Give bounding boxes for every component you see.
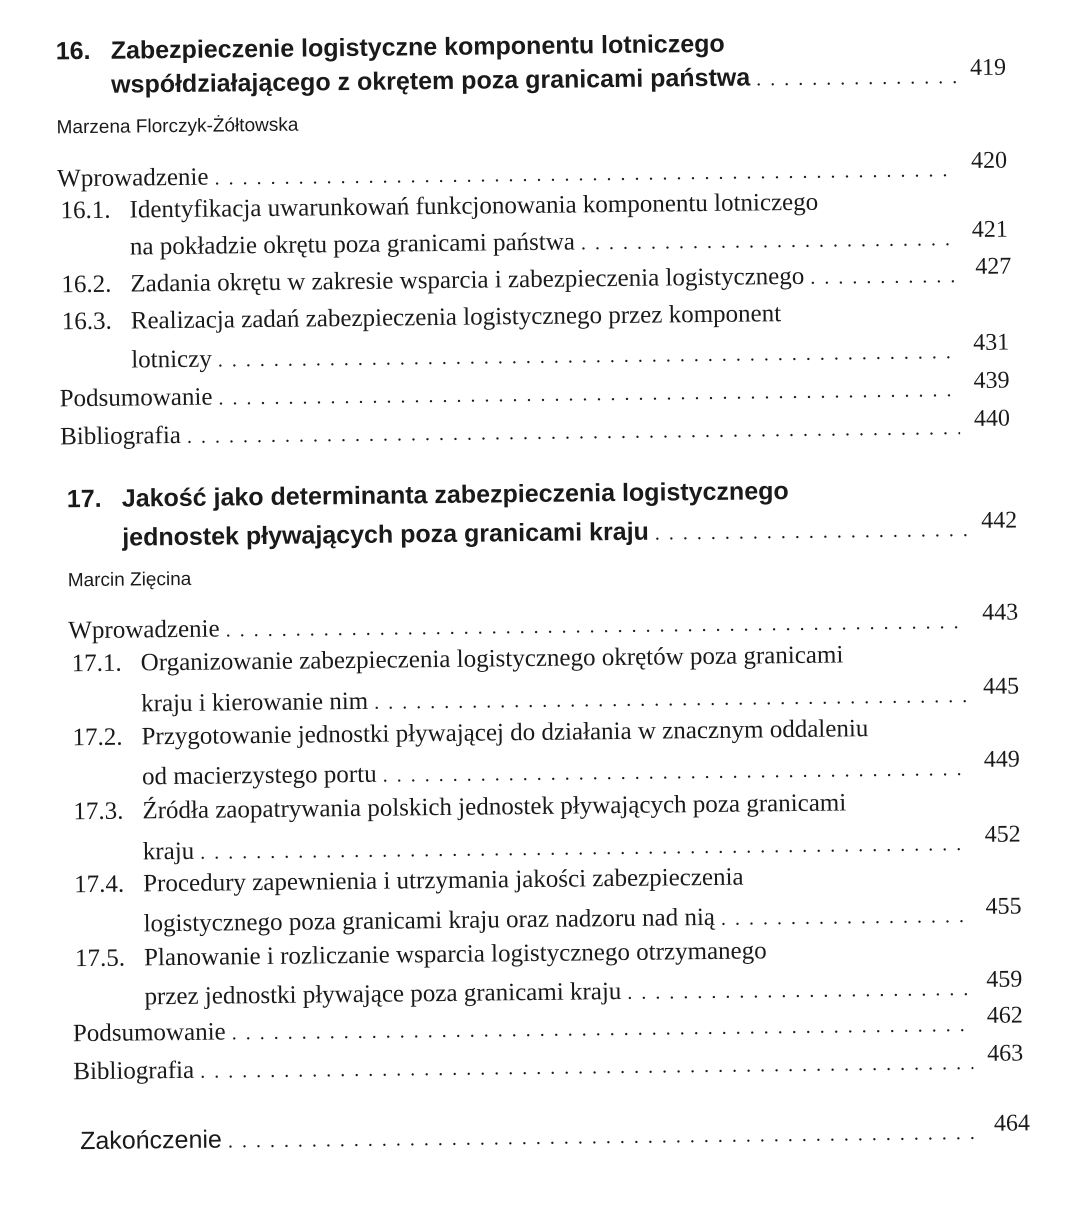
- chapter-title: Jakość jako determinanta zabezpieczenia logistycznego: [121, 477, 789, 513]
- leader-dots: [200, 1048, 973, 1085]
- leader-dots: [214, 155, 957, 191]
- author-name: Marzena Florczyk-Żółtowska: [56, 114, 299, 139]
- page-number: 419: [969, 54, 1007, 81]
- chapter-title-line: [110, 54, 1007, 100]
- page-number: 443: [982, 599, 1019, 626]
- entry-title: Wprowadzenie: [57, 163, 209, 193]
- leader-dots: [187, 413, 960, 450]
- leader-dots: [228, 1117, 981, 1155]
- toc-entry: [61, 253, 1012, 300]
- page-number: 440: [973, 405, 1011, 432]
- entry-title: Planowanie i rozliczanie wsparcia logistycznego otrzymanego: [143, 937, 767, 972]
- toc-entry: [72, 639, 1022, 678]
- toc-entry-continuation: [142, 821, 1021, 866]
- toc-entry: [60, 187, 1010, 226]
- entry-title: kraju i kierowanie nim: [141, 687, 369, 718]
- entry-title: Identyfikacja uwarunkowań funkcjonowania komponentu lotniczego: [129, 188, 819, 224]
- entry-title: Podsumowanie: [72, 1018, 226, 1048]
- leader-dots: [581, 224, 958, 256]
- entry-title: Bibliografia: [59, 421, 182, 451]
- leader-dots: [721, 901, 972, 932]
- toc-entry-continuation: [144, 966, 1023, 1011]
- toc-entry: [75, 934, 1025, 973]
- page-number: 431: [972, 329, 1010, 356]
- entry-number: 17.3.: [73, 797, 124, 826]
- entry-number: 17.5.: [74, 944, 126, 973]
- chapter-title-line: [122, 507, 1018, 552]
- leader-dots: [810, 261, 961, 291]
- chapter-title-line: [56, 27, 1006, 67]
- entry-title: kraju: [142, 837, 195, 866]
- leader-dots: [218, 375, 959, 411]
- toc-entry: [68, 599, 1019, 645]
- toc-entry: [59, 405, 1011, 452]
- leader-dots: [232, 1010, 973, 1046]
- toc-entry: [72, 1002, 1023, 1048]
- page-number: 449: [983, 746, 1020, 773]
- chapter-number: 16.: [55, 36, 91, 66]
- chapter-title: współdziałającego z okrętem poza granicami państwa: [110, 63, 751, 99]
- toc-entry: [73, 787, 1023, 826]
- toc-entry: [72, 713, 1022, 752]
- chapter-title-line: [67, 474, 1017, 514]
- page-number: 445: [982, 673, 1020, 700]
- toc-entry: [73, 1040, 1024, 1086]
- page-number: 459: [986, 966, 1023, 993]
- entry-title: Źródła zaopatrywania polskich jednostek pływających poza granicami: [142, 789, 847, 825]
- chapter-author: [68, 559, 1018, 592]
- toc-entry-continuation: [143, 893, 1022, 938]
- entry-title: Podsumowanie: [59, 383, 213, 413]
- leader-dots: [627, 974, 972, 1006]
- entry-number: 16.1.: [60, 196, 111, 225]
- entry-title: na pokładzie okrętu poza granicami państwa: [129, 228, 576, 261]
- entry-title: Zadania okrętu w zakresie wsparcia i zabezpieczenia logistycznego: [130, 262, 805, 298]
- entry-title: Wprowadzenie: [68, 615, 220, 645]
- author-name: Marcin Zięcina: [67, 568, 192, 592]
- entry-number: 16.2.: [61, 270, 112, 299]
- entry-title: przez jednostki pływające poza granicami kraju: [144, 977, 622, 1011]
- page-number: 452: [984, 821, 1021, 848]
- entry-title: Organizowanie zabezpieczenia logistycznego okrętów poza granicami: [140, 641, 844, 677]
- toc-entry-continuation: [141, 673, 1020, 718]
- page-number: 463: [987, 1040, 1024, 1067]
- entry-title: Bibliografia: [73, 1056, 195, 1086]
- entry-title: Procedury zapewnienia i utrzymania jakości zabezpieczenia: [143, 863, 744, 898]
- entry-title: Przygotowanie jednostki pływającej do działania w znacznym oddaleniu: [141, 715, 869, 751]
- toc-entry: [62, 298, 1012, 337]
- chapter-title: Zabezpieczenie logistyczne komponentu lotniczego: [110, 29, 725, 65]
- leader-dots: [225, 607, 968, 643]
- chapter-title: jednostek pływających poza granicami kraju: [122, 517, 649, 552]
- page-number: 455: [985, 893, 1022, 920]
- page-number: 427: [975, 253, 1012, 280]
- toc-entry-continuation: [131, 329, 1010, 375]
- entry-title: od macierzystego portu: [141, 760, 377, 791]
- chapter-author: [56, 107, 1006, 140]
- toc-entry: [59, 367, 1010, 414]
- leader-dots: [218, 337, 960, 373]
- leader-dots: [382, 754, 970, 789]
- entry-title: logistycznego poza granicami kraju oraz nadzoru nad nią: [143, 903, 716, 938]
- toc-entry-continuation: [141, 746, 1020, 791]
- entry-number: 16.3.: [61, 307, 112, 336]
- leader-dots: [374, 681, 969, 716]
- toc-entry-continuation: [129, 216, 1008, 262]
- page-number: 462: [986, 1002, 1023, 1029]
- entry-number: 17.2.: [72, 723, 123, 752]
- leader-dots: [200, 829, 971, 866]
- leader-dots: [756, 61, 956, 92]
- page-number: 421: [971, 216, 1008, 243]
- page-number: 464: [993, 1110, 1031, 1137]
- page-number: 420: [970, 147, 1008, 174]
- closing-entry: [79, 1110, 1031, 1156]
- page-number: 442: [980, 507, 1018, 534]
- entry-number: 17.4.: [74, 870, 125, 899]
- page-number: 439: [973, 367, 1010, 394]
- leader-dots: [655, 514, 968, 547]
- closing-title: Zakończenie: [79, 1125, 223, 1156]
- chapter-number: 17.: [66, 484, 102, 514]
- entry-title: Realizacja zadań zabezpieczenia logistycznego przez komponent: [130, 300, 782, 335]
- toc-entry: [74, 860, 1024, 899]
- entry-number: 17.1.: [71, 649, 122, 678]
- entry-title: lotniczy: [131, 345, 212, 374]
